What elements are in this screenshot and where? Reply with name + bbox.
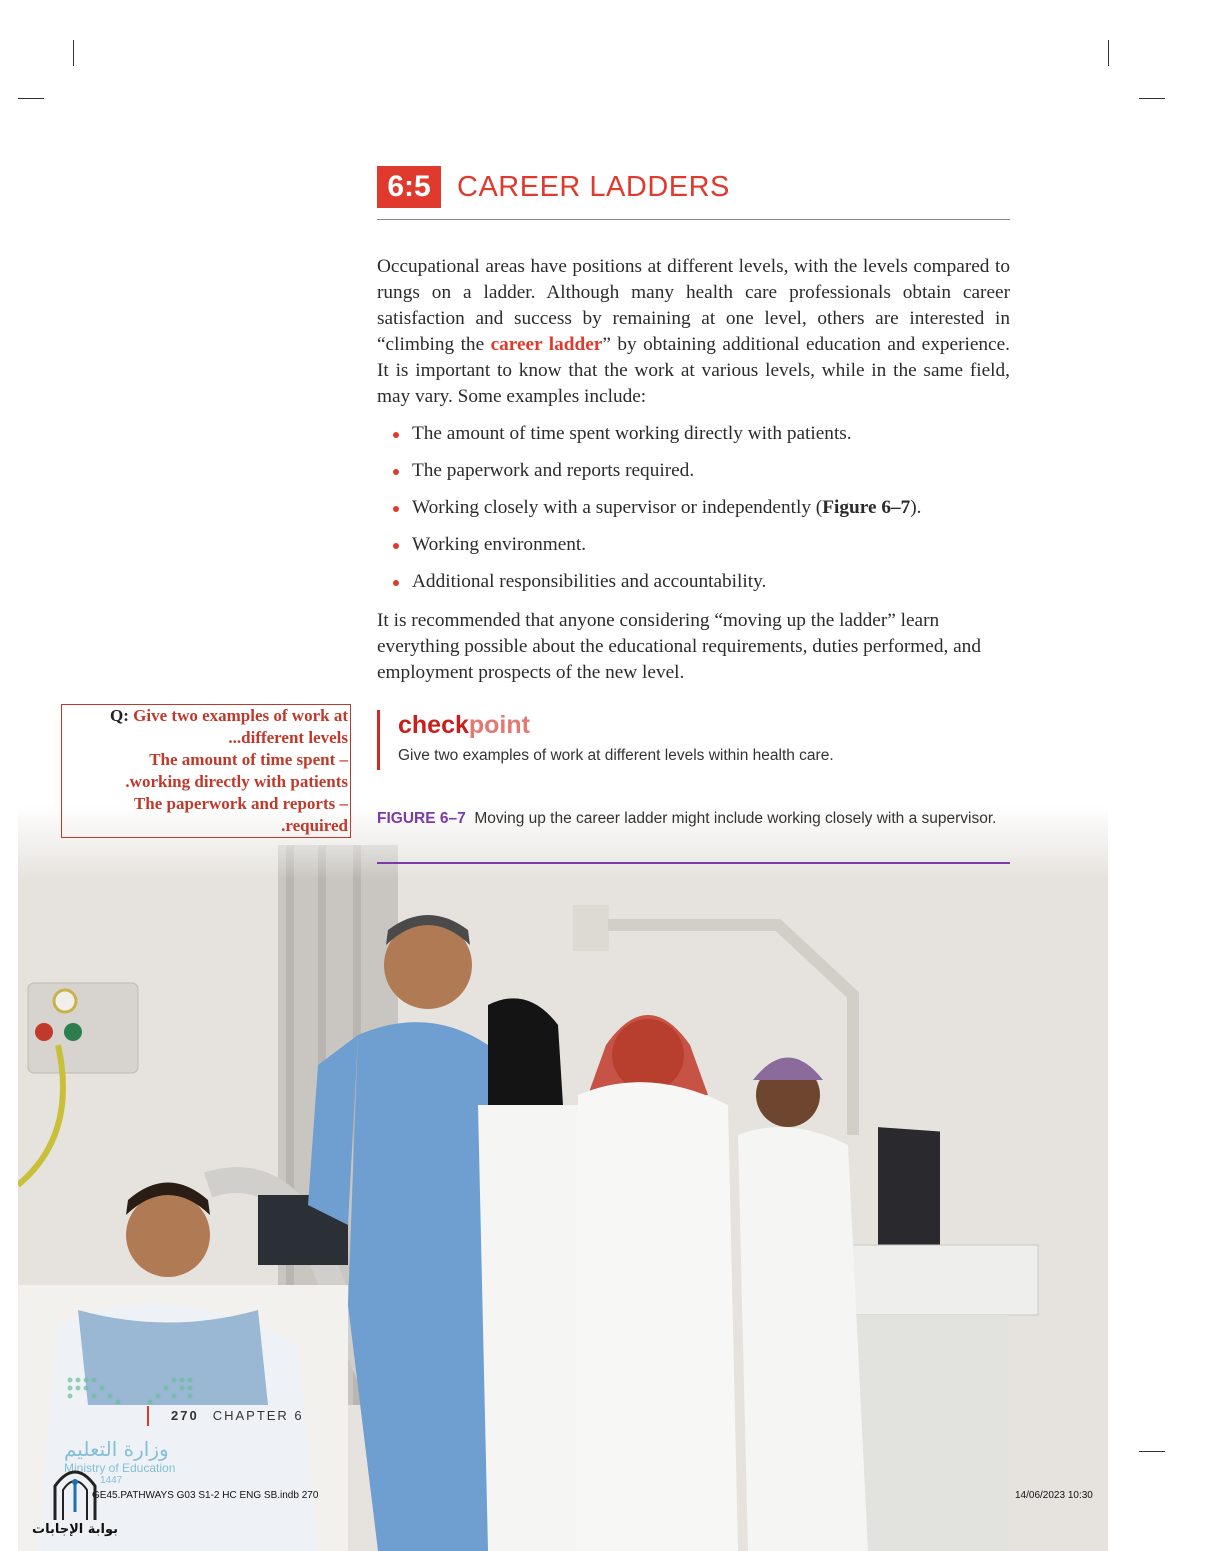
- list-item-text: ).: [910, 497, 922, 518]
- examples-list: [393, 421, 1010, 606]
- list-item: [393, 495, 1010, 532]
- intro-text-cont: ” by obtaining additional education and experience. It is important to know that the work at various levels, while in the same field, may vary. Some examples include:: [377, 334, 1010, 407]
- checkpoint-title: [398, 710, 530, 740]
- list-item: [393, 421, 1010, 458]
- intro-paragraph: [377, 254, 1010, 410]
- crop-mark: [1108, 40, 1109, 66]
- print-slug-date: 14/06/2023 10:30: [1015, 1490, 1093, 1501]
- list-item-text: The paperwork and reports required.: [412, 460, 695, 481]
- page-number: 270: [171, 1408, 199, 1423]
- crop-mark: [1139, 1451, 1165, 1452]
- list-item: [393, 569, 1010, 606]
- section-heading: [377, 163, 1010, 220]
- figure-caption-text: Moving up the career ladder might include working closely with a supervisor.: [474, 810, 997, 827]
- list-item: [393, 532, 1010, 569]
- list-item-text: Additional responsibilities and accountability.: [412, 571, 767, 592]
- list-item-text: The amount of time spent working directly with patients.: [412, 423, 852, 444]
- note-q-prefix: Q:: [110, 706, 129, 725]
- moe-name-ar: وزارة التعليم: [64, 1437, 169, 1461]
- moe-year: 1447: [100, 1475, 123, 1486]
- answer-note-box: [61, 704, 351, 838]
- checkpoint-title-check: check: [398, 711, 469, 739]
- intro-text: Occupational areas have positions at different levels, with the levels compared to rungs on a ladder. Although many health care professionals obtain career satisfaction and success by remaining at one level, others are interested in “climbing the: [377, 256, 1010, 355]
- note-line: The amount of time spent –: [149, 750, 348, 769]
- portal-name: بوابة الإجابات: [32, 1522, 118, 1537]
- note-line: ...different levels: [228, 728, 348, 747]
- crop-mark: [18, 98, 44, 99]
- note-line: .required: [281, 816, 348, 835]
- note-question: [62, 705, 350, 727]
- crop-mark: [1139, 98, 1165, 99]
- checkpoint-title-point: point: [468, 711, 530, 739]
- note-line: .working directly with patients: [125, 772, 348, 791]
- section-number: 6:5: [377, 166, 441, 208]
- print-slug-file: GE45.PATHWAYS G03 S1-2 HC ENG SB.indb 270: [92, 1490, 319, 1501]
- closing-paragraph: It is recommended that anyone considering “moving up the ladder” learn everything possible about the educational requirements, duties performed, and employment prospects of the new level.: [377, 610, 981, 683]
- chapter-label: CHAPTER 6: [212, 1408, 304, 1423]
- checkpoint-box: [377, 710, 1013, 770]
- moe-name-en: Ministry of Education: [64, 1461, 176, 1475]
- key-term-career-ladder: career ladder: [490, 334, 603, 355]
- figure-label: FIGURE 6–7: [377, 810, 466, 827]
- list-item-text: Working closely with a supervisor or independently (: [412, 497, 823, 518]
- section-title: CAREER LADDERS: [457, 171, 730, 203]
- figure-reference[interactable]: Figure 6–7: [822, 497, 911, 518]
- list-item-text: Working environment.: [412, 534, 587, 555]
- crop-mark: [73, 40, 74, 66]
- figure-caption: [377, 808, 1010, 864]
- portal-arch-icon: [30, 1462, 120, 1522]
- checkpoint-question: Give two examples of work at different levels within health care.: [398, 747, 834, 764]
- portal-logo: [30, 1462, 120, 1546]
- note-line: Give two examples of work at: [128, 706, 348, 725]
- note-line: The paperwork and reports –: [133, 794, 348, 813]
- list-item: [393, 458, 1010, 495]
- page-footer: [147, 1406, 304, 1426]
